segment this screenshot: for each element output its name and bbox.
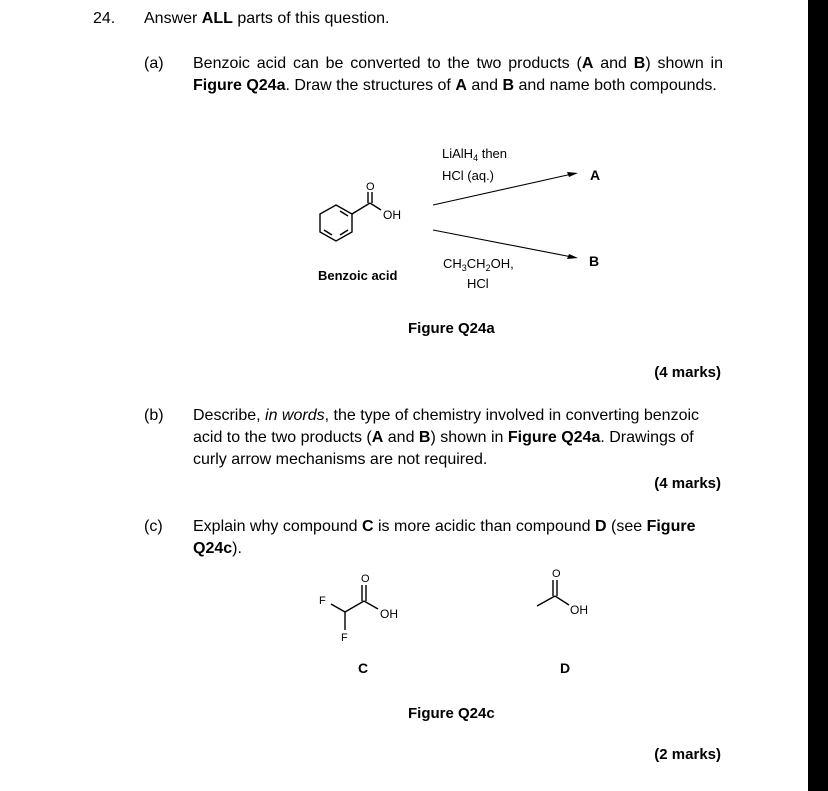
part-c-text: Explain why compound C is more acidic than compound D (see Figure Q24c).: [193, 518, 696, 557]
figure-q24c-caption: Figure Q24c: [408, 705, 495, 722]
carbonyl-o-label: O: [366, 181, 375, 193]
part-b-label: (b): [144, 407, 164, 424]
figure-q24a-caption: Figure Q24a: [408, 320, 495, 337]
question-intro: Answer ALL parts of this question.: [144, 10, 390, 27]
compound-d-o: O: [552, 568, 561, 580]
part-c-marks: (2 marks): [654, 746, 721, 763]
reagent-top-line2: HCl (aq.): [442, 168, 495, 183]
compound-d-label: D: [560, 660, 571, 676]
part-a-marks: (4 marks): [654, 364, 721, 381]
compound-c-label: C: [358, 660, 369, 676]
compound-c-f1: F: [319, 595, 326, 607]
part-b-marks: (4 marks): [654, 475, 721, 492]
hydroxyl-label: OH: [383, 208, 401, 222]
compound-d-oh: OH: [570, 603, 588, 617]
compound-d-structure: [537, 580, 569, 606]
compound-c-o: O: [361, 573, 370, 585]
benzoic-acid-label: Benzoic acid: [318, 268, 398, 283]
reagent-top-line1: LiAlH$_4$ then: [442, 146, 508, 163]
part-c-label: (c): [144, 518, 163, 535]
reagent-bottom-line1: $CH_3CH_2OH$,: [443, 256, 514, 273]
compound-c-f2: F: [341, 632, 348, 644]
question-number: 24.: [93, 10, 116, 27]
part-a-text: Benzoic acid can be converted to the two products (A and B) shown in Figure Q24a. Draw the structures of A and B and name both compounds.: [193, 55, 724, 94]
part-a-label: (a): [144, 55, 164, 72]
product-b-label: B: [589, 253, 600, 269]
part-b-text: Describe, in words, the type of chemistry involved in converting benzoic acid to the two products (A and B) shown in Figure Q24a. Drawings of curly arrow mechanisms are not required.: [193, 407, 700, 468]
compound-c-structure: [331, 585, 378, 630]
compound-c-oh: OH: [380, 607, 398, 621]
reagent-bottom-line2: HCl: [467, 276, 489, 291]
product-a-label: A: [590, 167, 601, 183]
